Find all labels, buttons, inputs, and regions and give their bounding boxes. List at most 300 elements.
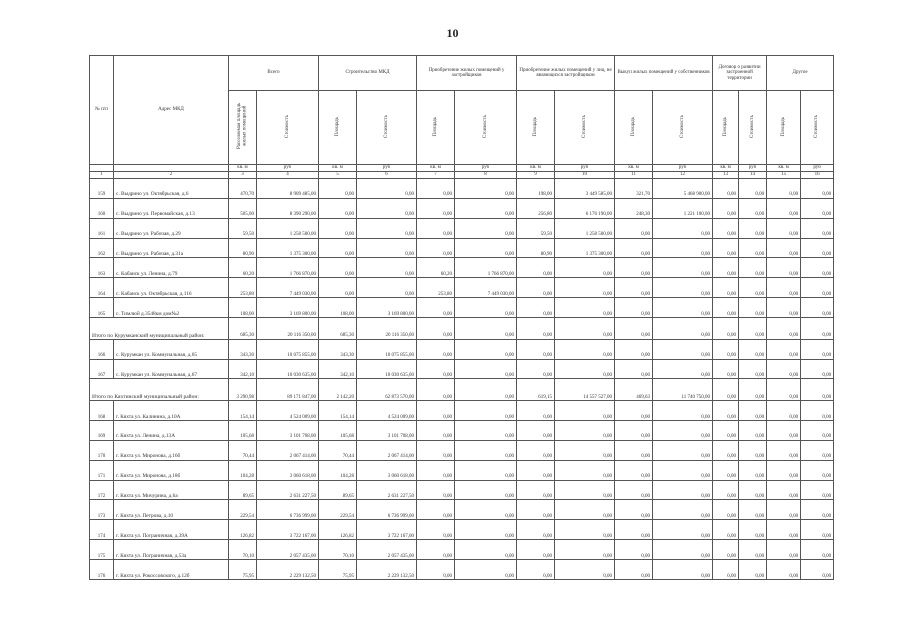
column-number: 2 bbox=[114, 172, 229, 179]
value-cell: 0,00 bbox=[801, 238, 834, 258]
value-cell: 3 060 618,00 bbox=[357, 460, 417, 480]
row-address: с. Курумкан ул. Коммунальная, д.67 bbox=[114, 359, 229, 379]
unit-cell: руб bbox=[555, 165, 615, 172]
value-cell: 0,00 bbox=[517, 421, 555, 441]
value-cell: 0,00 bbox=[739, 258, 767, 278]
table-row bbox=[90, 440, 834, 460]
value-cell: 0,00 bbox=[455, 339, 517, 359]
row-number: 164 bbox=[90, 278, 114, 298]
value-cell: 0,00 bbox=[517, 540, 555, 560]
subheader-cost: Стоимость bbox=[482, 114, 488, 138]
table-row bbox=[90, 298, 834, 318]
value-cell: 0,00 bbox=[713, 258, 739, 278]
value-cell: 0,00 bbox=[455, 520, 517, 540]
value-cell: 0,00 bbox=[713, 318, 739, 340]
row-number: 174 bbox=[90, 520, 114, 540]
subheader-area: Площадь bbox=[432, 116, 438, 137]
value-cell: 0,00 bbox=[357, 278, 417, 298]
value-cell: 0,00 bbox=[653, 318, 713, 340]
value-cell: 0,00 bbox=[653, 238, 713, 258]
value-cell: 0,00 bbox=[739, 318, 767, 340]
value-cell: 256,80 bbox=[517, 198, 555, 218]
unit-cell: руб bbox=[455, 165, 517, 172]
value-cell: 0,00 bbox=[739, 540, 767, 560]
row-number: 172 bbox=[90, 480, 114, 500]
value-cell: 1 258 500,00 bbox=[555, 218, 615, 238]
value-cell: 0,00 bbox=[417, 421, 455, 441]
value-cell: 3 449 585,00 bbox=[555, 179, 615, 199]
table-row bbox=[90, 520, 834, 540]
row-address: с. Тимлюй д.3548км дом№2 bbox=[114, 298, 229, 318]
value-cell: 0,00 bbox=[739, 480, 767, 500]
value-cell: 0,00 bbox=[767, 238, 801, 258]
value-cell: 0,00 bbox=[357, 198, 417, 218]
value-cell: 80,90 bbox=[229, 238, 257, 258]
value-cell: 0,00 bbox=[713, 379, 739, 401]
value-cell: 0,00 bbox=[653, 401, 713, 421]
column-number: 9 bbox=[517, 172, 555, 179]
value-cell: 0,00 bbox=[555, 258, 615, 278]
column-number: 5 bbox=[319, 172, 357, 179]
value-cell: 0,00 bbox=[739, 560, 767, 580]
value-cell: 0,00 bbox=[801, 401, 834, 421]
value-cell: 0,00 bbox=[455, 318, 517, 340]
unit-cell: руб bbox=[801, 165, 834, 172]
value-cell: 0,00 bbox=[653, 298, 713, 318]
page-number: 10 bbox=[446, 26, 459, 40]
value-cell: 0,00 bbox=[555, 318, 615, 340]
value-cell: 104,28 bbox=[319, 460, 357, 480]
row-number: 176 bbox=[90, 560, 114, 580]
value-cell: 685,30 bbox=[319, 318, 357, 340]
subtotal-row bbox=[90, 318, 834, 340]
value-cell: 0,00 bbox=[767, 198, 801, 218]
value-cell: 0,00 bbox=[455, 421, 517, 441]
unit-cell: кв. м bbox=[417, 165, 455, 172]
value-cell: 10 075 855,00 bbox=[357, 339, 417, 359]
value-cell: 0,00 bbox=[615, 258, 653, 278]
subheader-area: Площадь bbox=[334, 116, 340, 137]
value-cell: 3 101 708,00 bbox=[357, 421, 417, 441]
subheader-cost: Стоимость bbox=[383, 114, 389, 138]
value-cell: 0,00 bbox=[455, 179, 517, 199]
table-row bbox=[90, 238, 834, 258]
value-cell: 3 169 800,00 bbox=[357, 298, 417, 318]
value-cell: 0,00 bbox=[653, 218, 713, 238]
value-cell: 0,00 bbox=[653, 520, 713, 540]
value-cell: 6 736 999,00 bbox=[257, 500, 319, 520]
value-cell: 0,00 bbox=[517, 520, 555, 540]
subheader-area: Площадь bbox=[780, 116, 786, 137]
value-cell: 0,00 bbox=[767, 179, 801, 199]
value-cell: 7 449 030,00 bbox=[455, 278, 517, 298]
value-cell: 0,00 bbox=[357, 218, 417, 238]
subheader-area: Площадь bbox=[722, 116, 728, 137]
value-cell: 0,00 bbox=[319, 218, 357, 238]
value-cell: 0,00 bbox=[455, 500, 517, 520]
value-cell: 0,00 bbox=[767, 520, 801, 540]
value-cell: 108,00 bbox=[319, 298, 357, 318]
value-cell: 8 390 290,00 bbox=[257, 198, 319, 218]
row-number: 159 bbox=[90, 179, 114, 199]
value-cell: 0,00 bbox=[653, 421, 713, 441]
subheader-cost: Стоимость bbox=[284, 114, 290, 138]
table-row bbox=[90, 198, 834, 218]
column-numbers-row bbox=[90, 172, 834, 179]
subtotal-label: Итого по Кяхтинский муниципальный район: bbox=[90, 379, 229, 401]
value-cell: 229,54 bbox=[319, 500, 357, 520]
value-cell: 0,00 bbox=[517, 298, 555, 318]
value-cell: 0,00 bbox=[417, 198, 455, 218]
value-cell: 469,63 bbox=[615, 379, 653, 401]
value-cell: 253,80 bbox=[417, 278, 455, 298]
header-address: Адрес МКД bbox=[114, 56, 229, 165]
value-cell: 0,00 bbox=[555, 339, 615, 359]
value-cell: 0,00 bbox=[615, 339, 653, 359]
value-cell: 0,00 bbox=[615, 401, 653, 421]
value-cell: 0,00 bbox=[555, 278, 615, 298]
value-cell: 3 290,98 bbox=[229, 379, 257, 401]
table-row bbox=[90, 540, 834, 560]
unit-cell: кв. м bbox=[615, 165, 653, 172]
header-group-owner-buyout: Выкуп жилых помещений у собственников bbox=[615, 56, 713, 91]
value-cell: 2 057 435,00 bbox=[357, 540, 417, 560]
row-address: г. Кяхта ул. Пограничная, д.53а bbox=[114, 540, 229, 560]
unit-cell: кв. м bbox=[229, 165, 257, 172]
value-cell: 0,00 bbox=[357, 179, 417, 199]
value-cell: 0,00 bbox=[555, 401, 615, 421]
row-address: г. Кяхта ул. Рокоссовского, д.12б bbox=[114, 560, 229, 580]
value-cell: 0,00 bbox=[517, 500, 555, 520]
header-group-construction: Строительство МКД bbox=[319, 56, 417, 91]
value-cell: 154,14 bbox=[319, 401, 357, 421]
value-cell: 1 221 100,00 bbox=[653, 198, 713, 218]
table-row bbox=[90, 460, 834, 480]
value-cell: 3 060 618,00 bbox=[257, 460, 319, 480]
value-cell: 2 631 227,50 bbox=[357, 480, 417, 500]
value-cell: 0,00 bbox=[417, 298, 455, 318]
row-number: 166 bbox=[90, 339, 114, 359]
value-cell: 89,65 bbox=[319, 480, 357, 500]
value-cell: 0,00 bbox=[455, 198, 517, 218]
value-cell: 2 142,20 bbox=[319, 379, 357, 401]
value-cell: 0,00 bbox=[739, 238, 767, 258]
value-cell: 0,00 bbox=[801, 359, 834, 379]
resettlement-table bbox=[89, 55, 834, 580]
row-address: г. Кяхта ул. Петрова, д.10 bbox=[114, 500, 229, 520]
value-cell: 0,00 bbox=[713, 440, 739, 460]
value-cell: 0,00 bbox=[801, 258, 834, 278]
value-cell: 0,00 bbox=[767, 560, 801, 580]
value-cell: 1 766 870,00 bbox=[257, 258, 319, 278]
value-cell: 0,00 bbox=[517, 460, 555, 480]
value-cell: 0,00 bbox=[455, 359, 517, 379]
value-cell: 0,00 bbox=[801, 339, 834, 359]
value-cell: 6 176 190,00 bbox=[555, 198, 615, 218]
value-cell: 3 722 167,00 bbox=[257, 520, 319, 540]
value-cell: 0,00 bbox=[455, 379, 517, 401]
row-number: 169 bbox=[90, 421, 114, 441]
value-cell: 0,00 bbox=[615, 359, 653, 379]
value-cell: 0,00 bbox=[713, 421, 739, 441]
value-cell: 0,00 bbox=[767, 258, 801, 278]
value-cell: 0,00 bbox=[801, 318, 834, 340]
value-cell: 253,80 bbox=[229, 278, 257, 298]
value-cell: 0,00 bbox=[801, 379, 834, 401]
value-cell: 3 101 708,00 bbox=[257, 421, 319, 441]
unit-cell: кв. м bbox=[767, 165, 801, 172]
value-cell: 0,00 bbox=[713, 520, 739, 540]
row-number: 160 bbox=[90, 198, 114, 218]
value-cell: 0,00 bbox=[801, 440, 834, 460]
value-cell: 108,00 bbox=[229, 298, 257, 318]
table-row bbox=[90, 500, 834, 520]
row-address: с. Кабанск ул. Ленина, д.79 bbox=[114, 258, 229, 278]
value-cell: 7 449 030,00 bbox=[257, 278, 319, 298]
value-cell: 105,68 bbox=[229, 421, 257, 441]
value-cell: 0,00 bbox=[319, 258, 357, 278]
value-cell: 0,00 bbox=[801, 179, 834, 199]
value-cell: 10 030 635,00 bbox=[357, 359, 417, 379]
column-number: 13 bbox=[713, 172, 739, 179]
value-cell: 0,00 bbox=[417, 179, 455, 199]
row-address: г. Кяхта ул. Миронова, д.18б bbox=[114, 460, 229, 480]
value-cell: 0,00 bbox=[739, 179, 767, 199]
value-cell: 343,30 bbox=[229, 339, 257, 359]
value-cell: 0,00 bbox=[653, 480, 713, 500]
row-number: 161 bbox=[90, 218, 114, 238]
row-address: г. Кяхта ул. Мичурина, д.6а bbox=[114, 480, 229, 500]
row-number: 170 bbox=[90, 440, 114, 460]
value-cell: 0,00 bbox=[767, 401, 801, 421]
value-cell: 0,00 bbox=[615, 460, 653, 480]
value-cell: 0,00 bbox=[653, 540, 713, 560]
value-cell: 0,00 bbox=[653, 440, 713, 460]
value-cell: 5 468 900,00 bbox=[653, 179, 713, 199]
value-cell: 0,00 bbox=[767, 339, 801, 359]
value-cell: 0,00 bbox=[739, 440, 767, 460]
value-cell: 0,00 bbox=[417, 540, 455, 560]
value-cell: 0,00 bbox=[739, 298, 767, 318]
row-address: с. Кабанск ул. Октябрьская, д.116 bbox=[114, 278, 229, 298]
value-cell: 70,10 bbox=[229, 540, 257, 560]
value-cell: 0,00 bbox=[801, 480, 834, 500]
row-number: 173 bbox=[90, 500, 114, 520]
table-row bbox=[90, 401, 834, 421]
row-address: г. Кяхта ул. Калинина, д.10А bbox=[114, 401, 229, 421]
column-number: 3 bbox=[229, 172, 257, 179]
unit-cell: руб bbox=[257, 165, 319, 172]
column-number: 11 bbox=[615, 172, 653, 179]
value-cell: 4 524 009,00 bbox=[257, 401, 319, 421]
value-cell: 0,00 bbox=[713, 278, 739, 298]
value-cell: 0,00 bbox=[739, 520, 767, 540]
value-cell: 0,00 bbox=[713, 480, 739, 500]
value-cell: 0,00 bbox=[455, 401, 517, 421]
value-cell: 342,10 bbox=[229, 359, 257, 379]
value-cell: 0,00 bbox=[615, 560, 653, 580]
value-cell: 0,00 bbox=[455, 560, 517, 580]
value-cell: 0,00 bbox=[713, 238, 739, 258]
value-cell: 0,00 bbox=[319, 278, 357, 298]
value-cell: 0,00 bbox=[555, 298, 615, 318]
value-cell: 60,20 bbox=[417, 258, 455, 278]
table-row bbox=[90, 278, 834, 298]
value-cell: 59,50 bbox=[229, 218, 257, 238]
value-cell: 126,82 bbox=[319, 520, 357, 540]
value-cell: 343,30 bbox=[319, 339, 357, 359]
value-cell: 11 740 750,00 bbox=[653, 379, 713, 401]
value-cell: 0,00 bbox=[801, 540, 834, 560]
value-cell: 75,95 bbox=[319, 560, 357, 580]
value-cell: 0,00 bbox=[517, 318, 555, 340]
value-cell: 0,00 bbox=[455, 298, 517, 318]
value-cell: 0,00 bbox=[417, 440, 455, 460]
value-cell: 62 873 570,00 bbox=[357, 379, 417, 401]
value-cell: 0,00 bbox=[555, 460, 615, 480]
table-row bbox=[90, 421, 834, 441]
value-cell: 20 116 350,00 bbox=[357, 318, 417, 340]
value-cell: 105,68 bbox=[319, 421, 357, 441]
value-cell: 0,00 bbox=[417, 500, 455, 520]
value-cell: 0,00 bbox=[739, 198, 767, 218]
column-number: 14 bbox=[739, 172, 767, 179]
value-cell: 0,00 bbox=[319, 238, 357, 258]
value-cell: 0,00 bbox=[767, 500, 801, 520]
value-cell: 198,00 bbox=[517, 179, 555, 199]
value-cell: 0,00 bbox=[713, 198, 739, 218]
value-cell: 470,70 bbox=[229, 179, 257, 199]
value-cell: 1 258 500,00 bbox=[257, 218, 319, 238]
value-cell: 0,00 bbox=[615, 421, 653, 441]
value-cell: 0,00 bbox=[739, 460, 767, 480]
value-cell: 229,54 bbox=[229, 500, 257, 520]
value-cell: 0,00 bbox=[417, 401, 455, 421]
value-cell: 75,95 bbox=[229, 560, 257, 580]
value-cell: 0,00 bbox=[767, 440, 801, 460]
value-cell: 0,00 bbox=[767, 540, 801, 560]
value-cell: 0,00 bbox=[417, 379, 455, 401]
value-cell: 0,00 bbox=[801, 520, 834, 540]
row-address: с. Выдрино ул. Октябрьская, д.6 bbox=[114, 179, 229, 199]
row-number: 168 bbox=[90, 401, 114, 421]
value-cell: 0,00 bbox=[767, 298, 801, 318]
value-cell: 0,00 bbox=[455, 440, 517, 460]
value-cell: 0,00 bbox=[713, 401, 739, 421]
unit-cell: руб bbox=[357, 165, 417, 172]
header-group-other: Другое bbox=[767, 56, 834, 91]
value-cell: 0,00 bbox=[319, 179, 357, 199]
value-cell: 0,00 bbox=[615, 500, 653, 520]
value-cell: 0,00 bbox=[417, 560, 455, 580]
value-cell: 89,65 bbox=[229, 480, 257, 500]
value-cell: 70,44 bbox=[229, 440, 257, 460]
value-cell: 60,20 bbox=[229, 258, 257, 278]
value-cell: 0,00 bbox=[767, 359, 801, 379]
table-row bbox=[90, 560, 834, 580]
value-cell: 0,00 bbox=[713, 359, 739, 379]
table-row bbox=[90, 480, 834, 500]
table-row bbox=[90, 359, 834, 379]
value-cell: 0,00 bbox=[517, 480, 555, 500]
column-number: 6 bbox=[357, 172, 417, 179]
value-cell: 0,00 bbox=[653, 359, 713, 379]
value-cell: 0,00 bbox=[417, 318, 455, 340]
value-cell: 0,00 bbox=[801, 460, 834, 480]
value-cell: 0,00 bbox=[739, 359, 767, 379]
unit-cell: руб bbox=[653, 165, 713, 172]
value-cell: 321,70 bbox=[615, 179, 653, 199]
value-cell: 0,00 bbox=[713, 218, 739, 238]
subtotal-label: Итого по Курумканский муниципальный район: bbox=[90, 318, 229, 340]
subheader-cost: Стоимость bbox=[581, 114, 587, 138]
value-cell: 0,00 bbox=[417, 520, 455, 540]
value-cell: 0,00 bbox=[739, 278, 767, 298]
value-cell: 0,00 bbox=[555, 520, 615, 540]
header-group-total: Всего bbox=[229, 56, 319, 91]
value-cell: 685,30 bbox=[229, 318, 257, 340]
value-cell: 0,00 bbox=[713, 298, 739, 318]
value-cell: 342,10 bbox=[319, 359, 357, 379]
value-cell: 0,00 bbox=[517, 440, 555, 460]
row-number: 162 bbox=[90, 238, 114, 258]
value-cell: 126,82 bbox=[229, 520, 257, 540]
value-cell: 0,00 bbox=[517, 560, 555, 580]
value-cell: 0,00 bbox=[713, 500, 739, 520]
value-cell: 2 067 414,00 bbox=[357, 440, 417, 460]
value-cell: 619,15 bbox=[517, 379, 555, 401]
value-cell: 59,50 bbox=[517, 218, 555, 238]
value-cell: 0,00 bbox=[801, 278, 834, 298]
value-cell: 0,00 bbox=[455, 460, 517, 480]
value-cell: 0,00 bbox=[653, 278, 713, 298]
value-cell: 0,00 bbox=[517, 401, 555, 421]
value-cell: 0,00 bbox=[653, 339, 713, 359]
value-cell: 0,00 bbox=[801, 218, 834, 238]
value-cell: 1 375 300,00 bbox=[555, 238, 615, 258]
value-cell: 0,00 bbox=[739, 339, 767, 359]
value-cell: 0,00 bbox=[417, 218, 455, 238]
table-row bbox=[90, 179, 834, 199]
table-header bbox=[90, 56, 834, 179]
value-cell: 70,10 bbox=[319, 540, 357, 560]
value-cell: 2 229 132,50 bbox=[257, 560, 319, 580]
value-cell: 505,00 bbox=[229, 198, 257, 218]
column-number: 12 bbox=[653, 172, 713, 179]
value-cell: 0,00 bbox=[767, 460, 801, 480]
value-cell: 8 909 485,00 bbox=[257, 179, 319, 199]
value-cell: 0,00 bbox=[555, 560, 615, 580]
value-cell: 0,00 bbox=[555, 359, 615, 379]
value-cell: 0,00 bbox=[801, 421, 834, 441]
value-cell: 0,00 bbox=[653, 460, 713, 480]
header-group-nondeveloper-purchase: Приобретение жилых помещений у лиц, не являющихся застройщиком bbox=[517, 56, 615, 91]
value-cell: 10 030 635,00 bbox=[257, 359, 319, 379]
column-number: 15 bbox=[767, 172, 801, 179]
value-cell: 0,00 bbox=[713, 339, 739, 359]
value-cell: 70,44 bbox=[319, 440, 357, 460]
value-cell: 0,00 bbox=[615, 520, 653, 540]
row-number: 163 bbox=[90, 258, 114, 278]
value-cell: 0,00 bbox=[739, 401, 767, 421]
column-number: 4 bbox=[257, 172, 319, 179]
value-cell: 0,00 bbox=[713, 560, 739, 580]
subtotal-row bbox=[90, 379, 834, 401]
value-cell: 0,00 bbox=[653, 560, 713, 580]
value-cell: 0,00 bbox=[357, 258, 417, 278]
value-cell: 0,00 bbox=[739, 379, 767, 401]
value-cell: 0,00 bbox=[801, 198, 834, 218]
